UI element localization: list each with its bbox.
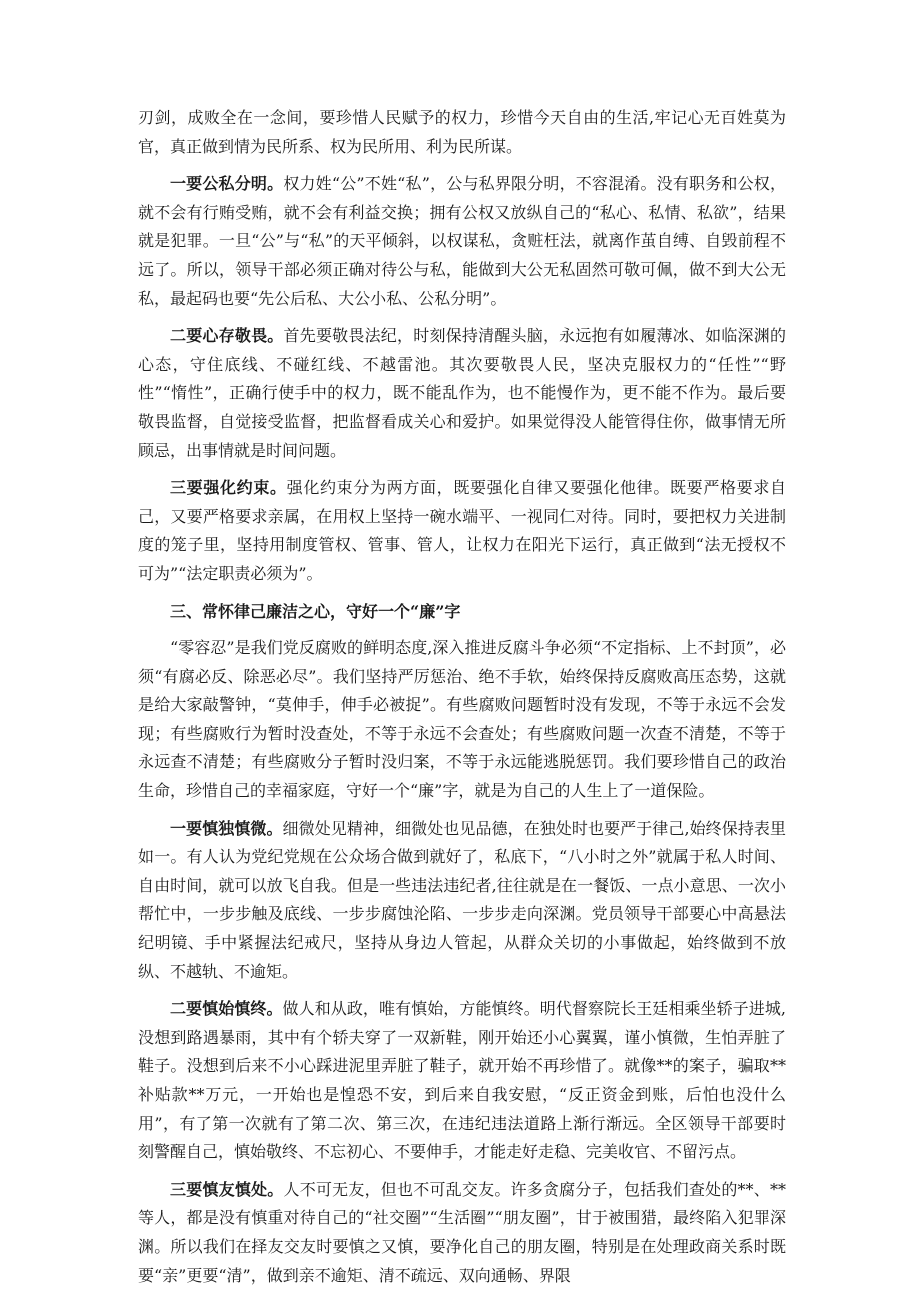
paragraph-lead: 三要强化约束。 (170, 478, 287, 498)
section-heading: 三、常怀律己廉洁之心，守好一个“廉”字 (170, 601, 461, 621)
paragraph-continuation: 刃剑，成败全在一念间，要珍惜人民赋予的权力，珍惜今天自由的生活,牢记心无百姓莫为官，真正做到情为民所系、权为民所用、利为民所谋。 (138, 108, 786, 156)
paragraph-lead: 三要慎友慎处。 (170, 1179, 284, 1199)
paragraph-constraint (138, 474, 786, 588)
paragraph-lead: 二要慎始慎终。 (170, 999, 283, 1019)
paragraph-friends (138, 1176, 786, 1290)
paragraph-lead: 一要慎独慎微。 (170, 818, 283, 838)
paragraph-reverence (138, 322, 786, 465)
paragraph-lead: 一要公私分明。 (170, 174, 284, 194)
paragraph-beginning-end (138, 995, 786, 1167)
paragraph-body: 强化约束分为两方面，既要强化自律又要强化他律。既要严格要求自己，又要严格要求亲属，在用权上坚持一碗水端平、一视同仁对待。同时，要把权力关进制度的笼子里，坚持用制度管权、管事、管人，让权力在阳光下运行，真正做到“法无授权不可为”“法定职责必须为”。 (138, 478, 786, 583)
paragraph-body: 权力姓“公”不姓“私”，公与私界限分明，不容混淆。没有职务和公权，就不会有行贿受贿，就不会有利益交换；拥有公权又放纵自己的“私心、私情、私欲”，结果就是犯罪。一旦“公”与“私”的天平倾斜，以权谋私，贪赃枉法，就离作茧自缚、自毁前程不远了。所以，领导干部必须正确对待公与私，能做到大公无私固然可敬可佩，做不到大公无私，最起码也要“先公后私、大公小私、公私分明”。 (138, 174, 786, 308)
paragraph-body: 做人和从政，唯有慎始，方能慎终。明代督察院长王廷相乘坐轿子进城,没想到路遇暴雨，其中有个轿夫穿了一双新鞋，刚开始还小心翼翼，谨小慎微，生怕弄脏了鞋子。没想到后来不小心踩进泥里弄脏了鞋子，就开始不再珍惜了。就像**的案子，骗取**补贴款**万元，一开始也是惶恐不安，到后来自我安慰，“反正资金到账，后怕也没什么用”，有了第一次就有了第二次、第三次，在违纪违法道路上渐行渐远。全区领导干部要时刻警醒自己，慎始敬终、不忘初心、不要伸手，才能走好走稳、完美收官、不留污点。 (138, 999, 786, 1162)
document-page (138, 104, 786, 1299)
paragraph-lead: 二要心存敬畏。 (170, 326, 284, 346)
paragraph-public-private (138, 170, 786, 313)
paragraph-body: 首先要敬畏法纪，时刻保持清醒头脑，永远抱有如履薄冰、如临深渊的心态，守住底线、不碰红线、不越雷池。其次要敬畏人民，坚决克服权力的“任性”“野性”“惰性”，正确行使手中的权力，既不能乱作为，也不能慢作为，更不能不作为。最后要敬畏监督，自觉接受监督，把监督看成关心和爱护。如果觉得没人能管得住你，做事情无所顾忌，出事情就是时间问题。 (138, 326, 786, 460)
paragraph-zero-tolerance: “零容忍”是我们党反腐败的鲜明态度,深入推进反腐斗争必须“不定指标、上不封顶”，必须“有腐必反、除恶必尽”。我们坚持严厉惩治、绝不手软，始终保持反腐败高压态势，这就是给大家敲警钟，“莫伸手，伸手必被捉”。有些腐败问题暂时没有发现，不等于永远不会发现；有些腐败行为暂时没查处，不等于永远不会查处；有些腐败问题一次查不清楚，不等于永远查不清楚；有些腐败分子暂时没归案，不等于永远能逃脱惩罚。我们要珍惜自己的政治生命，珍惜自己的幸福家庭，守好一个“廉”字，就是为自己的人生上了一道保险。 (138, 638, 786, 801)
paragraph-self-discipline (138, 815, 786, 987)
paragraph-body: 细微处见精神，细微处也见品德，在独处时也要严于律己,始终保持表里如一。有人认为党纪党规在公众场合做到就好了，私底下，“八小时之外”就属于私人时间、自由时间，就可以放飞自我。但是一些违法违纪者,往往就是在一餐饭、一点小意思、一次小帮忙中，一步步触及底线、一步步腐蚀沦陷、一步步走向深渊。党员领导干部要心中高悬法纪明镜、手中紧握法纪戒尺，坚持从身边人管起，从群众关切的小事做起，始终做到不放纵、不越轨、不逾矩。 (138, 818, 786, 981)
paragraph-body: 人不可无友，但也不可乱交友。许多贪腐分子，包括我们查处的**、**等人，都是没有慎重对待自己的“社交圈”“生活圈”“朋友圈”，甘于被围猎，最终陷入犯罪深渊。所以我们在择友交友时要慎之又慎，要净化自己的朋友圈，特别是在处理政商关系时既要“亲”更要“清”，做到亲不逾矩、清不疏远、双向通畅、界限 (138, 1179, 786, 1285)
